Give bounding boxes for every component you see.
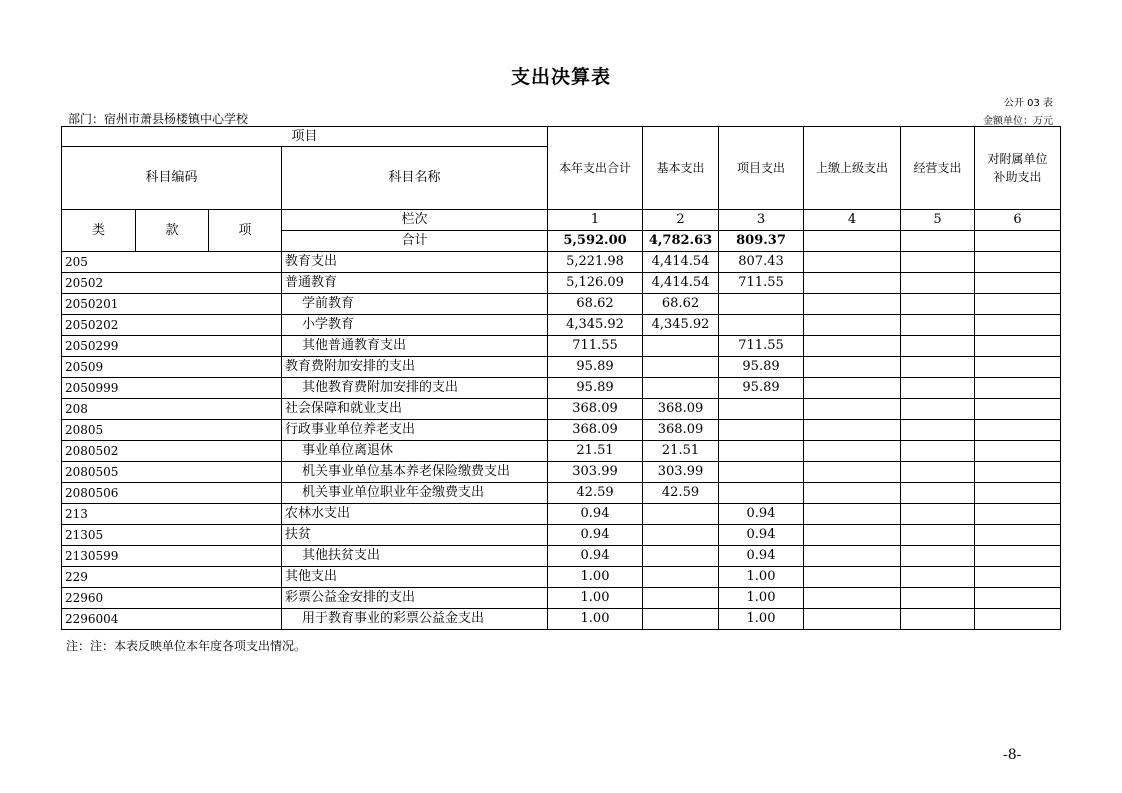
row-code: 2080506 [62,483,282,504]
row-project [719,462,804,483]
row-total: 368.09 [548,420,643,441]
row-subsidy [975,525,1061,546]
row-code: 2296004 [62,609,282,630]
row-name: 小学教育 [282,315,548,336]
row-name: 学前教育 [282,294,548,315]
row-total: 21.51 [548,441,643,462]
row-basic: 368.09 [643,420,719,441]
row-name: 行政事业单位养老支出 [282,420,548,441]
row-upper [804,420,901,441]
row-upper [804,252,901,273]
row-upper [804,483,901,504]
header-col-basic: 基本支出 [643,127,719,210]
row-code: 20502 [62,273,282,294]
row-upper [804,504,901,525]
page-title: 支出决算表 [510,66,611,88]
row-total: 5,221.98 [548,252,643,273]
row-project: 1.00 [719,567,804,588]
header-xiang: 项 [209,210,282,252]
row-name: 农林水支出 [282,504,548,525]
row-subsidy [975,567,1061,588]
row-subsidy [975,399,1061,420]
row-basic [643,546,719,567]
row-basic: 4,345.92 [643,315,719,336]
row-total: 42.59 [548,483,643,504]
table-body [62,252,1061,630]
row-subsidy [975,252,1061,273]
total-project: 809.37 [719,231,804,252]
row-upper [804,588,901,609]
table-row [62,525,1061,546]
table-row [62,378,1061,399]
total-subsidy [975,231,1061,252]
row-project: 95.89 [719,357,804,378]
row-subsidy [975,294,1061,315]
header-index-1: 1 [548,210,643,231]
row-project: 807.43 [719,252,804,273]
row-name: 其他教育费附加安排的支出 [282,378,548,399]
header-col-subsidy-line2: 补助支出 [993,170,1042,184]
row-code: 2050999 [62,378,282,399]
table-row [62,294,1061,315]
row-name: 彩票公益金安排的支出 [282,588,548,609]
row-code: 205 [62,252,282,273]
total-upper [804,231,901,252]
table-row [62,546,1061,567]
total-label: 合计 [282,231,548,252]
header-col-total: 本年支出合计 [548,127,643,210]
row-business [901,273,975,294]
header-col-subsidy [975,127,1061,210]
table-row [62,504,1061,525]
header-index-3: 3 [719,210,804,231]
row-upper [804,525,901,546]
row-name: 机关事业单位职业年金缴费支出 [282,483,548,504]
table-row [62,420,1061,441]
row-business [901,378,975,399]
row-name: 教育支出 [282,252,548,273]
row-code: 2050299 [62,336,282,357]
row-project [719,399,804,420]
row-total: 1.00 [548,609,643,630]
table-row [62,462,1061,483]
row-total: 711.55 [548,336,643,357]
row-business [901,525,975,546]
row-total: 1.00 [548,567,643,588]
row-total: 5,126.09 [548,273,643,294]
row-basic: 21.51 [643,441,719,462]
row-subsidy [975,609,1061,630]
header-kuan: 款 [136,210,209,252]
row-subsidy [975,378,1061,399]
row-name: 扶贫 [282,525,548,546]
row-subsidy [975,441,1061,462]
table-row [62,567,1061,588]
row-project [719,483,804,504]
total-business [901,231,975,252]
row-basic: 68.62 [643,294,719,315]
row-upper [804,546,901,567]
row-total: 1.00 [548,588,643,609]
row-total: 95.89 [548,357,643,378]
row-total: 0.94 [548,504,643,525]
department-label: 部门：宿州市萧县杨楼镇中心学校 [68,112,249,126]
row-business [901,546,975,567]
page-number: -8- [1003,747,1022,763]
row-basic [643,567,719,588]
row-business [901,504,975,525]
header-project: 项目 [62,127,548,147]
row-business [901,462,975,483]
row-project: 1.00 [719,588,804,609]
row-basic: 4,414.54 [643,252,719,273]
row-upper [804,609,901,630]
row-name: 教育费附加安排的支出 [282,357,548,378]
row-upper [804,357,901,378]
row-code: 20509 [62,357,282,378]
row-total: 0.94 [548,525,643,546]
header-lanci: 栏次 [282,210,548,231]
header-col-upper: 上缴上级支出 [804,127,901,210]
header-index-6: 6 [975,210,1061,231]
row-upper [804,462,901,483]
row-basic [643,378,719,399]
row-subsidy [975,483,1061,504]
header-index-4: 4 [804,210,901,231]
row-total: 95.89 [548,378,643,399]
row-subsidy [975,588,1061,609]
header-lei: 类 [62,210,136,252]
row-subsidy [975,504,1061,525]
row-business [901,567,975,588]
row-total: 303.99 [548,462,643,483]
row-upper [804,315,901,336]
table-row [62,336,1061,357]
row-basic: 368.09 [643,399,719,420]
row-project: 0.94 [719,504,804,525]
row-business [901,252,975,273]
row-upper [804,441,901,462]
header-col-project: 项目支出 [719,127,804,210]
row-project: 0.94 [719,525,804,546]
table-row [62,441,1061,462]
row-project [719,420,804,441]
row-business [901,315,975,336]
row-basic: 4,414.54 [643,273,719,294]
row-total: 0.94 [548,546,643,567]
row-name: 社会保障和就业支出 [282,399,548,420]
row-project: 1.00 [719,609,804,630]
row-basic [643,525,719,546]
row-business [901,588,975,609]
row-total: 68.62 [548,294,643,315]
row-code: 213 [62,504,282,525]
row-code: 2080505 [62,462,282,483]
row-upper [804,273,901,294]
row-project [719,315,804,336]
row-subsidy [975,273,1061,294]
row-code: 2050201 [62,294,282,315]
header-col-subsidy-line1: 对附属单位 [987,152,1048,166]
row-subsidy [975,357,1061,378]
table-row [62,399,1061,420]
row-code: 229 [62,567,282,588]
amount-unit-label: 金额单位：万元 [983,116,1053,127]
row-business [901,420,975,441]
row-subsidy [975,315,1061,336]
row-project: 95.89 [719,378,804,399]
row-name: 其他支出 [282,567,548,588]
table-row [62,588,1061,609]
row-project: 711.55 [719,273,804,294]
header-row-project [62,127,1061,147]
header-index-2: 2 [643,210,719,231]
row-code: 21305 [62,525,282,546]
row-basic: 303.99 [643,462,719,483]
table-row [62,609,1061,630]
row-business [901,294,975,315]
row-code: 2080502 [62,441,282,462]
row-code: 22960 [62,588,282,609]
row-business [901,483,975,504]
row-code: 20805 [62,420,282,441]
total-amount: 5,592.00 [548,231,643,252]
table-row [62,357,1061,378]
row-code: 2050202 [62,315,282,336]
row-basic [643,336,719,357]
row-business [901,609,975,630]
row-upper [804,399,901,420]
row-upper [804,336,901,357]
row-subsidy [975,336,1061,357]
row-total: 4,345.92 [548,315,643,336]
row-name: 用于教育事业的彩票公益金支出 [282,609,548,630]
row-project: 0.94 [719,546,804,567]
row-name: 机关事业单位基本养老保险缴费支出 [282,462,548,483]
row-project [719,294,804,315]
header-subject-name: 科目名称 [282,147,548,210]
row-name: 其他扶贫支出 [282,546,548,567]
row-basic [643,504,719,525]
row-subsidy [975,546,1061,567]
row-project: 711.55 [719,336,804,357]
footnote: 注：注：本表反映单位本年度各项支出情况。 [66,639,307,653]
header-index-5: 5 [901,210,975,231]
row-total: 368.09 [548,399,643,420]
row-name: 普通教育 [282,273,548,294]
header-col-business: 经营支出 [901,127,975,210]
row-project [719,441,804,462]
row-name: 事业单位离退休 [282,441,548,462]
row-business [901,441,975,462]
row-upper [804,378,901,399]
row-basic: 42.59 [643,483,719,504]
row-code: 2130599 [62,546,282,567]
row-name: 其他普通教育支出 [282,336,548,357]
row-subsidy [975,462,1061,483]
row-business [901,357,975,378]
row-business [901,399,975,420]
row-upper [804,294,901,315]
row-subsidy [975,420,1061,441]
total-basic: 4,782.63 [643,231,719,252]
row-basic [643,357,719,378]
table-row [62,252,1061,273]
header-subject-code: 科目编码 [62,147,282,210]
table-row [62,273,1061,294]
expenditure-table [61,126,1061,630]
row-basic [643,609,719,630]
table-row [62,315,1061,336]
row-business [901,336,975,357]
row-code: 208 [62,399,282,420]
form-number: 公开 03 表 [1003,98,1053,109]
header-row-index [62,210,1061,231]
row-upper [804,567,901,588]
table-row [62,483,1061,504]
row-basic [643,588,719,609]
